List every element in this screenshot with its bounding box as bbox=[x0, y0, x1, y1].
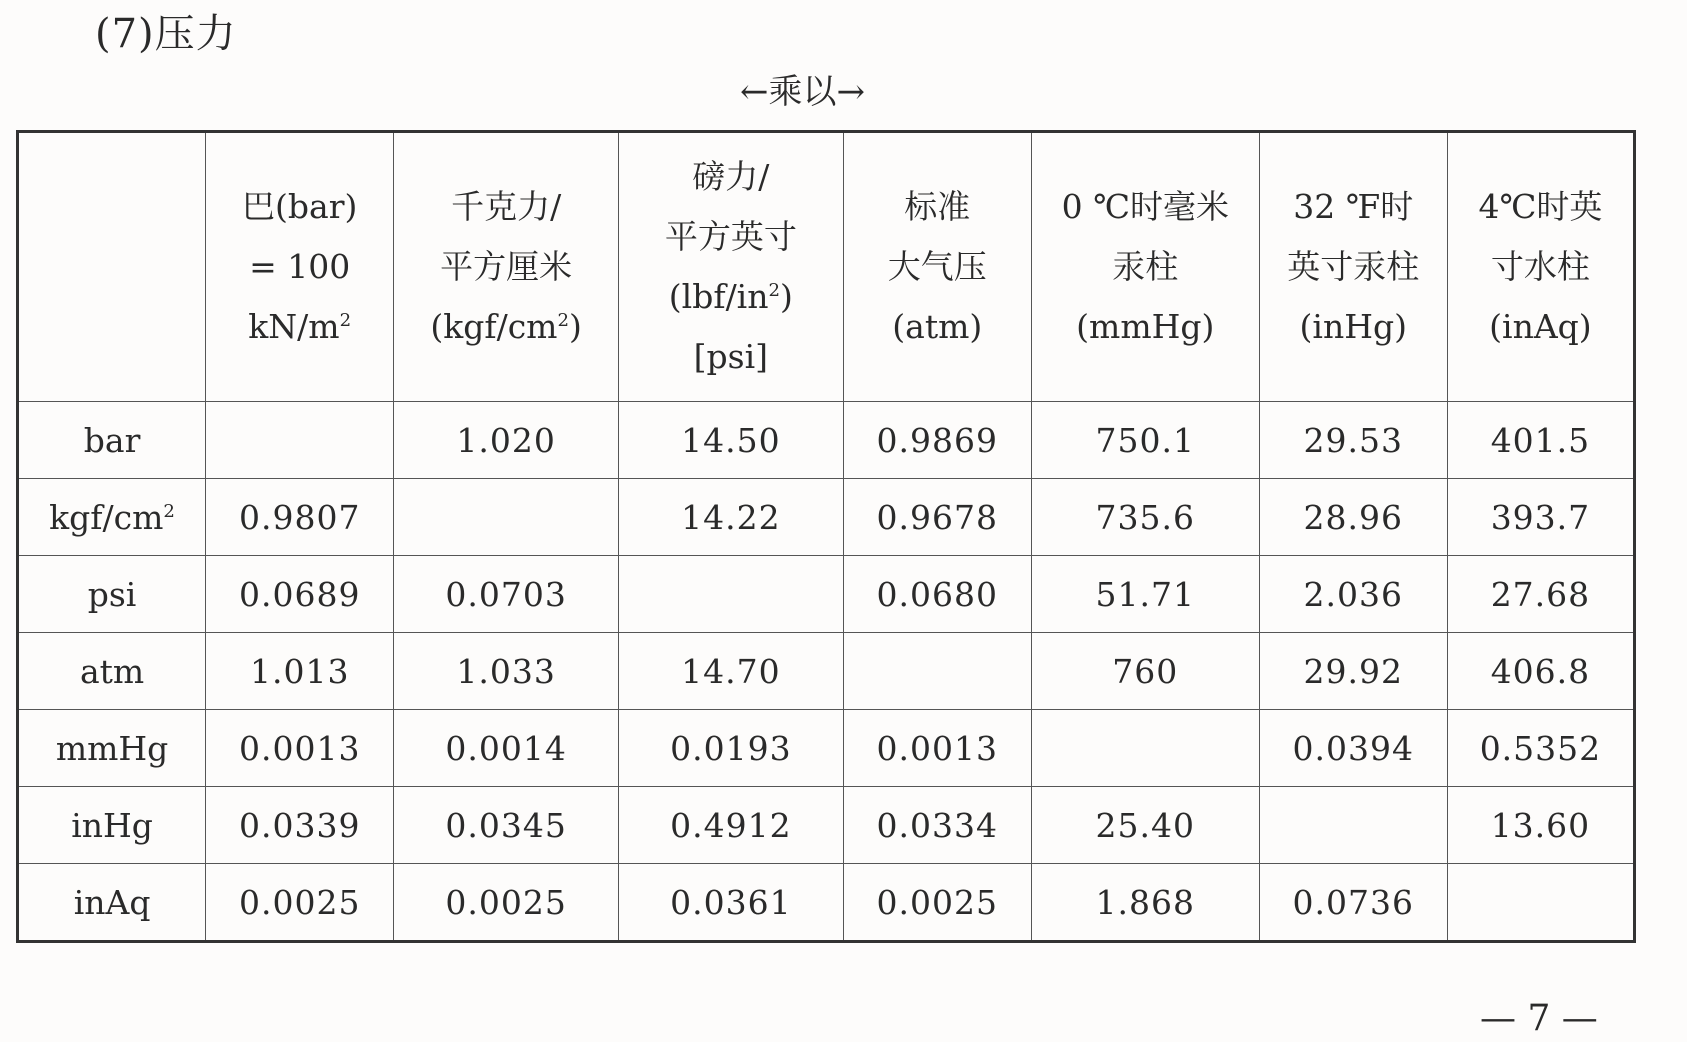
row-unit-label bbox=[18, 402, 206, 479]
header-text: kN/m bbox=[248, 307, 340, 346]
conversion-factor-cell: 0.0703 bbox=[394, 556, 619, 633]
conversion-factor-cell: 0.0014 bbox=[394, 710, 619, 787]
header-superscript: 2 bbox=[557, 310, 570, 331]
header-line bbox=[1032, 297, 1259, 357]
conversion-factor-cell bbox=[1031, 710, 1259, 787]
conversion-factor-cell: 0.9807 bbox=[206, 479, 394, 556]
header-text: (inAq) bbox=[1489, 307, 1592, 346]
row-label-text: inAq bbox=[73, 882, 151, 922]
table-header bbox=[18, 132, 1635, 402]
column-header-3 bbox=[619, 132, 844, 402]
conversion-factor-cell: 0.0013 bbox=[843, 710, 1031, 787]
header-text: (atm) bbox=[892, 307, 983, 346]
conversion-factor-cell: 0.0193 bbox=[619, 710, 844, 787]
conversion-factor-cell bbox=[206, 402, 394, 479]
header-text: [psi] bbox=[693, 337, 769, 376]
column-header-0 bbox=[18, 132, 206, 402]
conversion-factor-cell: 27.68 bbox=[1447, 556, 1634, 633]
conversion-factor-cell: 1.013 bbox=[206, 633, 394, 710]
header-line bbox=[1260, 177, 1447, 237]
header-text-suffix: ) bbox=[569, 307, 582, 346]
row-unit-label bbox=[18, 787, 206, 864]
conversion-factor-cell: 735.6 bbox=[1031, 479, 1259, 556]
header-line bbox=[619, 327, 843, 387]
header-text: 英寸汞柱 bbox=[1287, 247, 1420, 286]
conversion-factor-cell: 14.50 bbox=[619, 402, 844, 479]
conversion-factor-cell: 750.1 bbox=[1031, 402, 1259, 479]
row-label-superscript: 2 bbox=[163, 500, 175, 522]
conversion-factor-cell: 28.96 bbox=[1259, 479, 1447, 556]
header-line bbox=[619, 267, 843, 327]
conversion-factor-cell: 29.92 bbox=[1259, 633, 1447, 710]
row-unit-label bbox=[18, 556, 206, 633]
column-header-7 bbox=[1447, 132, 1634, 402]
conversion-factor-cell: 0.0334 bbox=[843, 787, 1031, 864]
header-text: 汞柱 bbox=[1112, 247, 1179, 286]
row-unit-label bbox=[18, 479, 206, 556]
column-header-4 bbox=[843, 132, 1031, 402]
conversion-factor-cell: 0.4912 bbox=[619, 787, 844, 864]
row-label-text: atm bbox=[79, 651, 145, 691]
header-text: (lbf/in bbox=[668, 277, 769, 316]
conversion-factor-cell: 0.0339 bbox=[206, 787, 394, 864]
conversion-factor-cell: 0.0680 bbox=[843, 556, 1031, 633]
conversion-factor-cell bbox=[619, 556, 844, 633]
page-number: — 7 — bbox=[1480, 998, 1598, 1039]
conversion-factor-cell bbox=[1447, 864, 1634, 942]
header-text: 磅力/ bbox=[692, 157, 770, 196]
header-text: (kgf/cm bbox=[430, 307, 558, 346]
header-text: 标准 bbox=[904, 187, 971, 226]
table-row bbox=[18, 787, 1635, 864]
header-line bbox=[1260, 237, 1447, 297]
conversion-factor-cell: 25.40 bbox=[1031, 787, 1259, 864]
header-line bbox=[206, 237, 393, 297]
conversion-factor-cell: 2.036 bbox=[1259, 556, 1447, 633]
header-text: 千克力/ bbox=[451, 187, 562, 226]
conversion-factor-cell: 401.5 bbox=[1447, 402, 1634, 479]
conversion-factor-cell: 1.020 bbox=[394, 402, 619, 479]
table-body bbox=[18, 402, 1635, 942]
conversion-factor-cell: 0.0736 bbox=[1259, 864, 1447, 942]
header-text-suffix: ) bbox=[780, 277, 793, 316]
conversion-factor-cell: 0.0689 bbox=[206, 556, 394, 633]
header-line bbox=[394, 237, 618, 297]
pressure-conversion-table bbox=[16, 130, 1636, 943]
header-line bbox=[1032, 237, 1259, 297]
row-unit-label bbox=[18, 710, 206, 787]
conversion-factor-cell bbox=[843, 633, 1031, 710]
table-row bbox=[18, 479, 1635, 556]
header-line bbox=[206, 297, 393, 357]
row-label-text: kgf/cm bbox=[49, 497, 164, 537]
conversion-factor-cell: 0.0025 bbox=[394, 864, 619, 942]
conversion-factor-cell bbox=[394, 479, 619, 556]
header-text: 巴(bar) bbox=[242, 187, 358, 226]
column-header-5 bbox=[1031, 132, 1259, 402]
header-line bbox=[619, 147, 843, 207]
row-label-text: mmHg bbox=[55, 728, 169, 768]
header-superscript: 2 bbox=[768, 280, 781, 301]
conversion-factor-cell: 760 bbox=[1031, 633, 1259, 710]
header-line bbox=[394, 177, 618, 237]
row-label-text: inHg bbox=[71, 805, 153, 845]
header-text: 平方厘米 bbox=[440, 247, 573, 286]
header-text: (inHg) bbox=[1299, 307, 1408, 346]
header-text: 32 ℉时 bbox=[1293, 187, 1414, 226]
header-line bbox=[844, 297, 1031, 357]
conversion-factor-cell: 14.70 bbox=[619, 633, 844, 710]
header-line bbox=[1448, 297, 1633, 357]
conversion-factor-cell: 51.71 bbox=[1031, 556, 1259, 633]
column-header-2 bbox=[394, 132, 619, 402]
header-line bbox=[1260, 297, 1447, 357]
row-unit-label bbox=[18, 864, 206, 942]
table-row bbox=[18, 556, 1635, 633]
column-header-1 bbox=[206, 132, 394, 402]
column-header-6 bbox=[1259, 132, 1447, 402]
conversion-factor-cell bbox=[1259, 787, 1447, 864]
header-text: 0 ℃时毫米 bbox=[1061, 187, 1229, 226]
section-title: (7)压力 bbox=[95, 11, 237, 57]
header-superscript: 2 bbox=[339, 310, 352, 331]
header-row bbox=[18, 132, 1635, 402]
header-line bbox=[1448, 237, 1633, 297]
multiply-direction-label: ←乘以→ bbox=[740, 72, 865, 112]
header-line bbox=[1448, 177, 1633, 237]
conversion-factor-cell: 0.5352 bbox=[1447, 710, 1634, 787]
row-unit-label bbox=[18, 633, 206, 710]
conversion-factor-cell: 0.9869 bbox=[843, 402, 1031, 479]
table-row bbox=[18, 710, 1635, 787]
header-text: (mmHg) bbox=[1076, 307, 1215, 346]
conversion-factor-cell: 0.0025 bbox=[206, 864, 394, 942]
conversion-factor-cell: 0.0025 bbox=[843, 864, 1031, 942]
header-text: = 100 bbox=[249, 247, 351, 286]
header-line bbox=[394, 297, 618, 357]
header-text: 大气压 bbox=[887, 247, 987, 286]
conversion-factor-cell: 0.0394 bbox=[1259, 710, 1447, 787]
conversion-factor-cell: 1.033 bbox=[394, 633, 619, 710]
conversion-factor-cell: 0.0345 bbox=[394, 787, 619, 864]
conversion-factor-cell: 0.0361 bbox=[619, 864, 844, 942]
conversion-factor-cell: 1.868 bbox=[1031, 864, 1259, 942]
header-text: 寸水柱 bbox=[1490, 247, 1590, 286]
conversion-factor-cell: 0.9678 bbox=[843, 479, 1031, 556]
conversion-factor-cell: 393.7 bbox=[1447, 479, 1634, 556]
table-row bbox=[18, 633, 1635, 710]
header-line bbox=[1032, 177, 1259, 237]
conversion-factor-cell: 13.60 bbox=[1447, 787, 1634, 864]
header-line bbox=[619, 207, 843, 267]
conversion-factor-cell: 0.0013 bbox=[206, 710, 394, 787]
conversion-factor-cell: 406.8 bbox=[1447, 633, 1634, 710]
row-label-text: psi bbox=[87, 574, 137, 614]
header-text: 4℃时英 bbox=[1478, 187, 1603, 226]
row-label-text: bar bbox=[83, 420, 141, 460]
table-row bbox=[18, 402, 1635, 479]
table-row bbox=[18, 864, 1635, 942]
conversion-factor-cell: 29.53 bbox=[1259, 402, 1447, 479]
conversion-factor-cell: 14.22 bbox=[619, 479, 844, 556]
header-text: 平方英寸 bbox=[664, 217, 797, 256]
header-line bbox=[844, 177, 1031, 237]
header-line bbox=[206, 177, 393, 237]
header-line bbox=[844, 237, 1031, 297]
